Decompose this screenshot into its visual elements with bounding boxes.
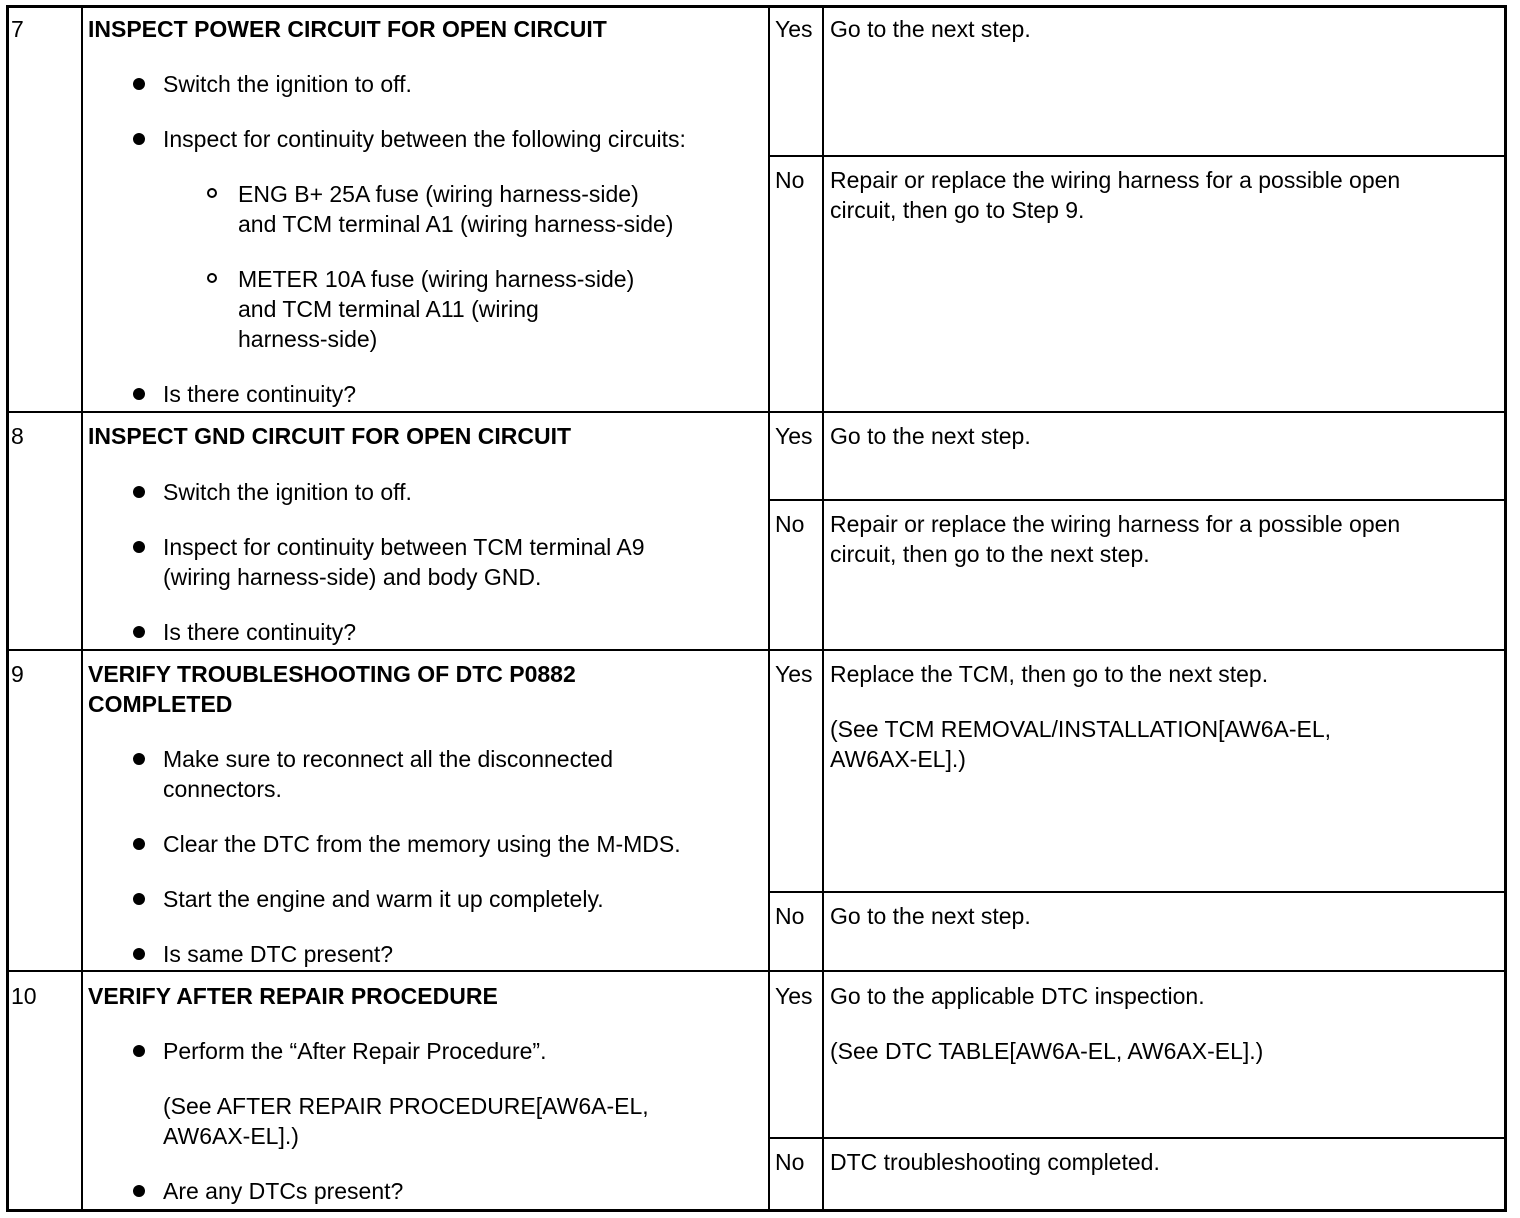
yes-action: Go to the next step. xyxy=(830,423,1031,449)
sub-item-line: and TCM terminal A11 (wiring xyxy=(238,296,539,322)
bullet-icon xyxy=(133,133,145,145)
step-title: VERIFY TROUBLESHOOTING OF DTC P0882 xyxy=(88,661,576,687)
sub-item-line: ENG B+ 25A fuse (wiring harness-side) xyxy=(238,181,639,207)
no-label: No xyxy=(775,903,805,929)
bullet-icon xyxy=(133,838,145,850)
step-item: Make sure to reconnect all the disconnected xyxy=(163,746,614,772)
bullet-icon xyxy=(133,541,145,553)
bullet-icon xyxy=(133,388,145,400)
no-action: DTC troubleshooting completed. xyxy=(830,1149,1160,1175)
step-title: INSPECT GND CIRCUIT FOR OPEN CIRCUIT xyxy=(88,423,572,449)
yes-no-divider xyxy=(768,891,1506,893)
sub-bullet-icon xyxy=(207,188,217,198)
step-item: Start the engine and warm it up completely. xyxy=(163,886,604,912)
row-divider xyxy=(6,411,1506,413)
no-label: No xyxy=(775,167,805,193)
yes-action: Go to the applicable DTC inspection. xyxy=(830,983,1205,1009)
bullet-icon xyxy=(133,893,145,905)
no-action: circuit, then go to the next step. xyxy=(830,541,1150,567)
step-item: connectors. xyxy=(163,776,282,802)
no-label: No xyxy=(775,511,805,537)
column-divider xyxy=(822,6,824,1210)
step-number: 7 xyxy=(11,16,24,42)
bullet-icon xyxy=(133,1185,145,1197)
step-title: COMPLETED xyxy=(88,691,233,717)
step-item: Clear the DTC from the memory using the M-MDS. xyxy=(163,831,681,857)
no-action: Go to the next step. xyxy=(830,903,1031,929)
column-divider xyxy=(768,6,770,1210)
bullet-icon xyxy=(133,1045,145,1057)
step-item: Switch the ignition to off. xyxy=(163,479,412,505)
step-item: Inspect for continuity between the following circuits: xyxy=(163,126,686,152)
bullet-icon xyxy=(133,948,145,960)
bullet-icon xyxy=(133,753,145,765)
yes-action: Go to the next step. xyxy=(830,16,1031,42)
yes-no-divider xyxy=(768,1137,1506,1139)
row-divider xyxy=(6,649,1506,651)
yes-label: Yes xyxy=(775,16,813,42)
yes-reference: (See TCM REMOVAL/INSTALLATION[AW6A-EL, xyxy=(830,716,1332,742)
step-number: 8 xyxy=(11,423,24,449)
step-number: 9 xyxy=(11,661,24,687)
step-item: Is same DTC present? xyxy=(163,941,394,967)
step-note: (See AFTER REPAIR PROCEDURE[AW6A-EL, xyxy=(163,1093,649,1119)
yes-reference: (See DTC TABLE[AW6A-EL, AW6AX-EL].) xyxy=(830,1038,1264,1064)
sub-bullet-icon xyxy=(207,273,217,283)
step-item: (wiring harness-side) and body GND. xyxy=(163,564,542,590)
step-item: Perform the “After Repair Procedure”. xyxy=(163,1038,547,1064)
column-divider xyxy=(81,6,83,1210)
sub-item-line: and TCM terminal A1 (wiring harness-side) xyxy=(238,211,674,237)
step-note: AW6AX-EL].) xyxy=(163,1123,299,1149)
yes-action: Replace the TCM, then go to the next step. xyxy=(830,661,1269,687)
no-action: Repair or replace the wiring harness for a possible open xyxy=(830,167,1401,193)
step-item: Switch the ignition to off. xyxy=(163,71,412,97)
row-divider xyxy=(6,970,1506,972)
no-label: No xyxy=(775,1149,805,1175)
step-item: Inspect for continuity between TCM terminal A9 xyxy=(163,534,645,560)
yes-label: Yes xyxy=(775,423,813,449)
yes-reference: AW6AX-EL].) xyxy=(830,746,966,772)
yes-label: Yes xyxy=(775,661,813,687)
bullet-icon xyxy=(133,78,145,90)
yes-no-divider xyxy=(768,155,1506,157)
step-title: VERIFY AFTER REPAIR PROCEDURE xyxy=(88,983,498,1009)
no-action: circuit, then go to Step 9. xyxy=(830,197,1085,223)
bullet-icon xyxy=(133,486,145,498)
step-number: 10 xyxy=(11,983,37,1009)
yes-label: Yes xyxy=(775,983,813,1009)
step-item: Is there continuity? xyxy=(163,619,357,645)
step-item: Are any DTCs present? xyxy=(163,1178,404,1204)
bullet-icon xyxy=(133,626,145,638)
step-item: Is there continuity? xyxy=(163,381,357,407)
sub-item-line: METER 10A fuse (wiring harness-side) xyxy=(238,266,635,292)
step-title: INSPECT POWER CIRCUIT FOR OPEN CIRCUIT xyxy=(88,16,607,42)
no-action: Repair or replace the wiring harness for a possible open xyxy=(830,511,1401,537)
sub-item-line: harness-side) xyxy=(238,326,378,352)
yes-no-divider xyxy=(768,499,1506,501)
